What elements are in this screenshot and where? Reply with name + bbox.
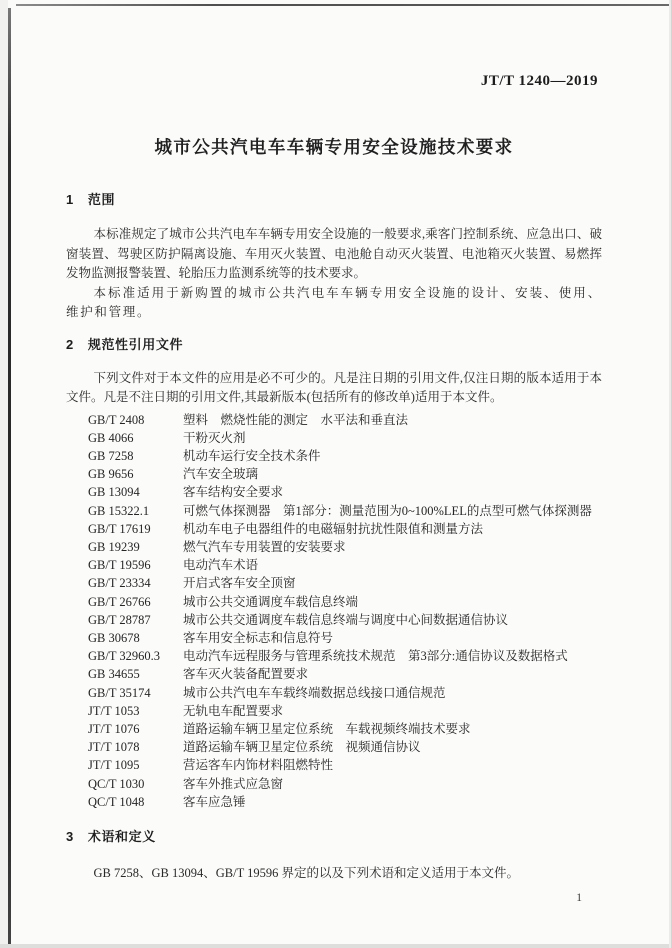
reference-code: GB/T 19596 (88, 558, 151, 573)
reference-title: 机动车电子电器组件的电磁辐射抗扰性限值和测量方法 (183, 521, 484, 536)
reference-code: GB 19239 (88, 539, 140, 554)
document-title: 城市公共汽电车车辆专用安全设施技术要求 (154, 137, 514, 157)
reference-title: 客车应急锤 (183, 794, 246, 809)
section-1-heading (66, 189, 602, 208)
reference-code: GB/T 23334 (88, 576, 151, 591)
reference-title: 城市公共交通调度车载信息终端与调度中心间数据通信协议 (183, 612, 509, 627)
section-1-paragraph-1: 本标准规定了城市公共汽电车车辆专用安全设施的一般要求,乘客门控制系统、应急出口、破窗装置、驾驶区防护隔离设施、车用灭火装置、电池舱自动灭火装置、电池箱灭火装置、易燃挥发物监测报警装置、轮胎压力监测系统等的技术要求。 (66, 227, 602, 280)
reference-code: QC/T 1030 (88, 776, 145, 791)
document-content (66, 0, 602, 904)
reference-row (66, 502, 602, 520)
reference-title: 城市公共汽电车车载终端数据总线接口通信规范 (183, 685, 446, 700)
section-3-number: 3 (66, 828, 74, 844)
reference-code: JT/T 1053 (88, 703, 140, 718)
reference-title: 电动汽车远程服务与管理系统技术规范 第3部分:通信协议及数据格式 (183, 649, 568, 664)
reference-title: 汽车安全玻璃 (183, 467, 259, 482)
reference-row (66, 574, 602, 592)
reference-row (66, 756, 602, 774)
reference-code: GB 4066 (88, 430, 134, 445)
reference-row (66, 629, 602, 647)
reference-code: GB/T 32960.3 (88, 649, 160, 664)
section-3-title: 术语和定义 (87, 828, 156, 844)
reference-code: GB/T 2408 (88, 412, 145, 427)
reference-title: 干粉灭火剂 (183, 430, 246, 445)
reference-code: GB 34655 (88, 667, 140, 682)
reference-title: 客车结构安全要求 (183, 485, 284, 500)
reference-title: 开启式客车安全顶窗 (183, 576, 296, 591)
reference-title: 营运客车内饰材料阻燃特性 (183, 758, 334, 773)
reference-code: GB/T 26766 (88, 594, 151, 609)
reference-code: GB 9656 (88, 467, 134, 482)
reference-row (66, 665, 602, 683)
normative-reference-list (66, 411, 602, 811)
reference-row (66, 702, 602, 720)
section-2-heading (66, 334, 602, 353)
reference-title: 客车用安全标志和信息符号 (183, 630, 334, 645)
reference-title: 无轨电车配置要求 (183, 703, 284, 718)
reference-code: JT/T 1095 (88, 758, 140, 773)
reference-title: 机动车运行安全技术条件 (183, 448, 321, 463)
page-number: 1 (576, 892, 582, 905)
reference-row (66, 611, 602, 629)
reference-code: JT/T 1076 (88, 721, 140, 736)
reference-code: GB/T 17619 (88, 521, 151, 536)
reference-row (66, 775, 602, 793)
section-2-number: 2 (66, 336, 74, 352)
reference-row (66, 556, 602, 574)
reference-code: GB 15322.1 (88, 503, 150, 518)
reference-row (66, 483, 602, 501)
reference-title: 可燃气体探测器 第1部分：测量范围为0~100%LEL的点型可燃气体探测器 (183, 503, 592, 518)
reference-row (66, 593, 602, 611)
reference-title: 燃气汽车专用装置的安装要求 (183, 539, 346, 554)
reference-row (66, 793, 602, 811)
section-1-paragraph-2: 本标准适用于新购置的城市公共汽电车车辆专用安全设施的设计、安装、使用、维护和管理。 (66, 285, 602, 319)
reference-row (66, 520, 602, 538)
reference-code: QC/T 1048 (88, 794, 145, 809)
reference-title: 塑料 燃烧性能的测定 水平法和垂直法 (183, 412, 409, 427)
reference-code: GB 7258 (88, 448, 134, 463)
section-3-heading (66, 826, 602, 845)
reference-row (66, 538, 602, 556)
reference-code: GB 30678 (88, 630, 140, 645)
scan-edge-left (8, 8, 11, 948)
reference-row (66, 411, 602, 429)
reference-title: 道路运输车辆卫星定位系统 车载视频终端技术要求 (183, 721, 471, 736)
reference-code: GB/T 28787 (88, 612, 151, 627)
reference-row (66, 738, 602, 756)
reference-row (66, 720, 602, 738)
scan-margin-left (0, 0, 8, 948)
section-1-title: 范围 (87, 192, 116, 207)
section-1-number: 1 (66, 192, 74, 207)
reference-code: JT/T 1078 (88, 740, 140, 755)
reference-row (66, 447, 602, 465)
reference-code: GB 13094 (88, 485, 140, 500)
scan-edge-bottom (0, 944, 671, 948)
standard-number: JT/T 1240—2019 (480, 73, 598, 89)
reference-row (66, 465, 602, 483)
reference-row (66, 647, 602, 665)
reference-title: 客车灭火装备配置要求 (183, 667, 309, 682)
reference-title: 客车外推式应急窗 (183, 776, 284, 791)
reference-code: GB/T 35174 (88, 685, 151, 700)
section-3-paragraph-1: GB 7258、GB 13094、GB/T 19596 界定的以及下列术语和定义适用于本文件。 (93, 865, 519, 880)
reference-row (66, 429, 602, 447)
section-2-intro-paragraph: 下列文件对于本文件的应用是必不可少的。凡是注日期的引用文件,仅注日期的版本适用于本文件。凡是不注日期的引用文件,其最新版本(包括所有的修改单)适用于本文件。 (66, 370, 602, 404)
reference-row (66, 684, 602, 702)
section-2-title: 规范性引用文件 (87, 336, 184, 352)
reference-title: 城市公共交通调度车载信息终端 (183, 594, 359, 609)
reference-title: 道路运输车辆卫星定位系统 视频通信协议 (183, 740, 421, 755)
reference-title: 电动汽车术语 (183, 558, 259, 573)
